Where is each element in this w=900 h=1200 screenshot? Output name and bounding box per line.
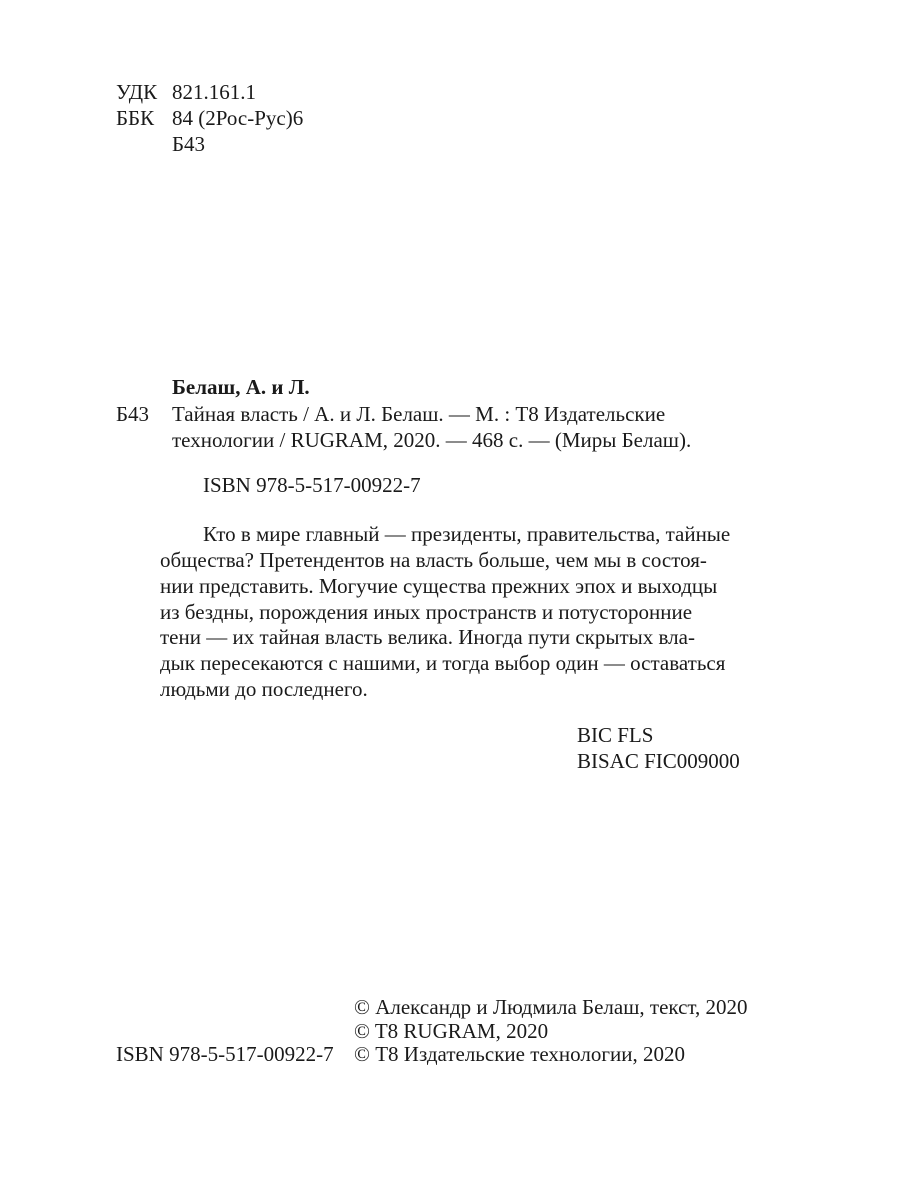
udk-value: 821.161.1 xyxy=(172,80,256,104)
annotation-line-6: дык пересекаются с нашими, и тогда выбор один — оставаться xyxy=(160,651,726,675)
annotation-line-3: нии представить. Могучие существа прежних эпох и выходцы xyxy=(160,574,718,598)
author-sign: Б43 xyxy=(172,132,206,156)
annotation-line-7: людьми до последнего. xyxy=(160,677,368,701)
bbk-label: ББК xyxy=(116,106,155,130)
copyright-line-2: © T8 RUGRAM, 2020 xyxy=(354,1019,549,1043)
annotation-line-5: тени — их тайная власть велика. Иногда пути скрытых вла- xyxy=(160,625,695,649)
bic-code: BIC FLS xyxy=(577,723,654,747)
card-isbn: ISBN 978-5-517-00922-7 xyxy=(203,473,421,497)
card-author-sign: Б43 xyxy=(116,402,150,426)
annotation-line-4: из бездны, порождения иных пространств и потусторонние xyxy=(160,600,693,624)
udk-label: УДК xyxy=(116,80,158,104)
bisac-code: BISAC FIC009000 xyxy=(577,749,740,773)
card-description-line-2: технологии / RUGRAM, 2020. — 468 с. — (Миры Белаш). xyxy=(172,428,692,452)
copyright-line-1: © Александр и Людмила Белаш, текст, 2020 xyxy=(354,995,748,1019)
annotation-line-1: Кто в мире главный — президенты, правительства, тайные xyxy=(203,522,731,546)
card-author: Белаш, А. и Л. xyxy=(172,375,310,399)
annotation-line-2: общества? Претендентов на власть больше, чем мы в состоя- xyxy=(160,548,707,572)
copyright-isbn: ISBN 978-5-517-00922-7 xyxy=(116,1042,334,1066)
copyright-line-3: © Т8 Издательские технологии, 2020 xyxy=(354,1042,685,1066)
card-description-line-1: Тайная власть / А. и Л. Белаш. — М. : Т8 Издательские xyxy=(172,402,666,426)
bbk-value: 84 (2Рос-Рус)6 xyxy=(172,106,304,130)
